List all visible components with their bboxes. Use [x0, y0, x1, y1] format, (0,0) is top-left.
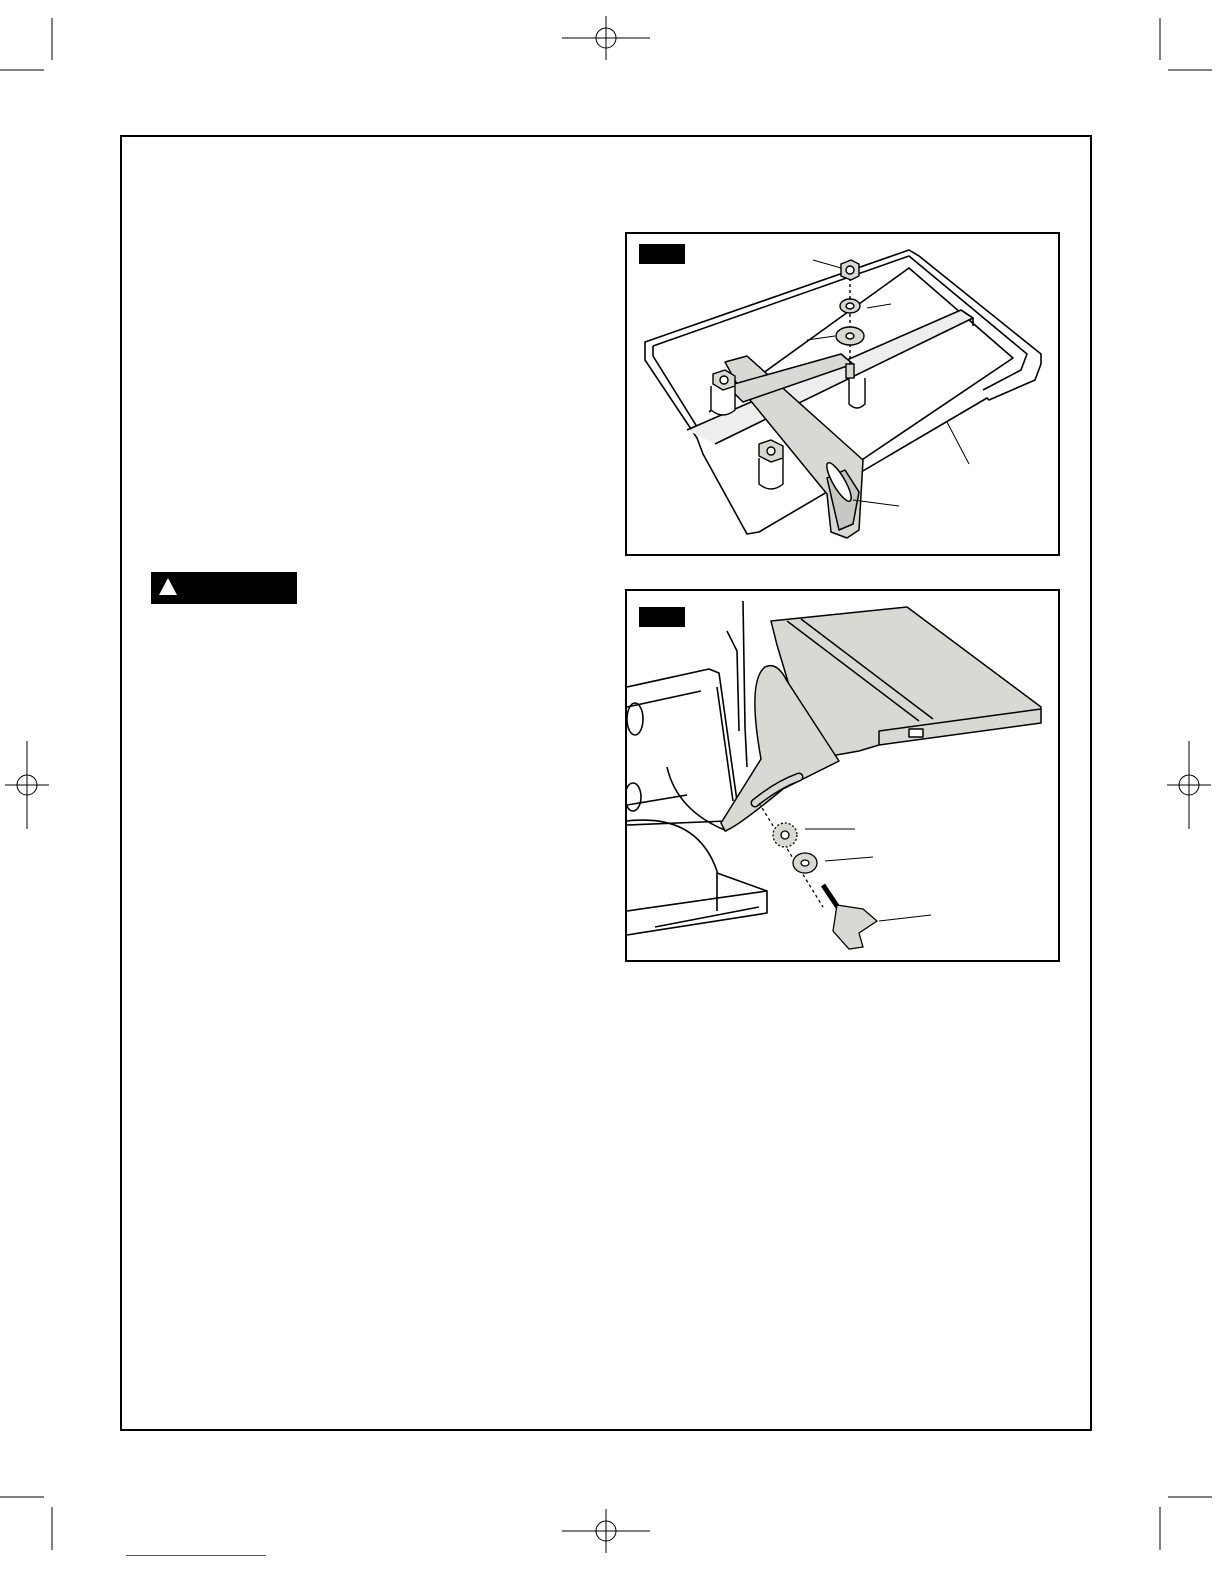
warning-triangle-icon: [159, 578, 177, 595]
figure-top: [625, 232, 1060, 556]
figure-number-tag: [639, 607, 685, 627]
warning-banner: [151, 572, 297, 604]
table-tilt-bracket-illustration: [627, 591, 1058, 960]
table-with-miter-gauge-illustration: [627, 234, 1058, 554]
figure-number-tag: [639, 244, 685, 264]
figure-bottom: [625, 589, 1060, 962]
footer-underline: [126, 1555, 266, 1556]
